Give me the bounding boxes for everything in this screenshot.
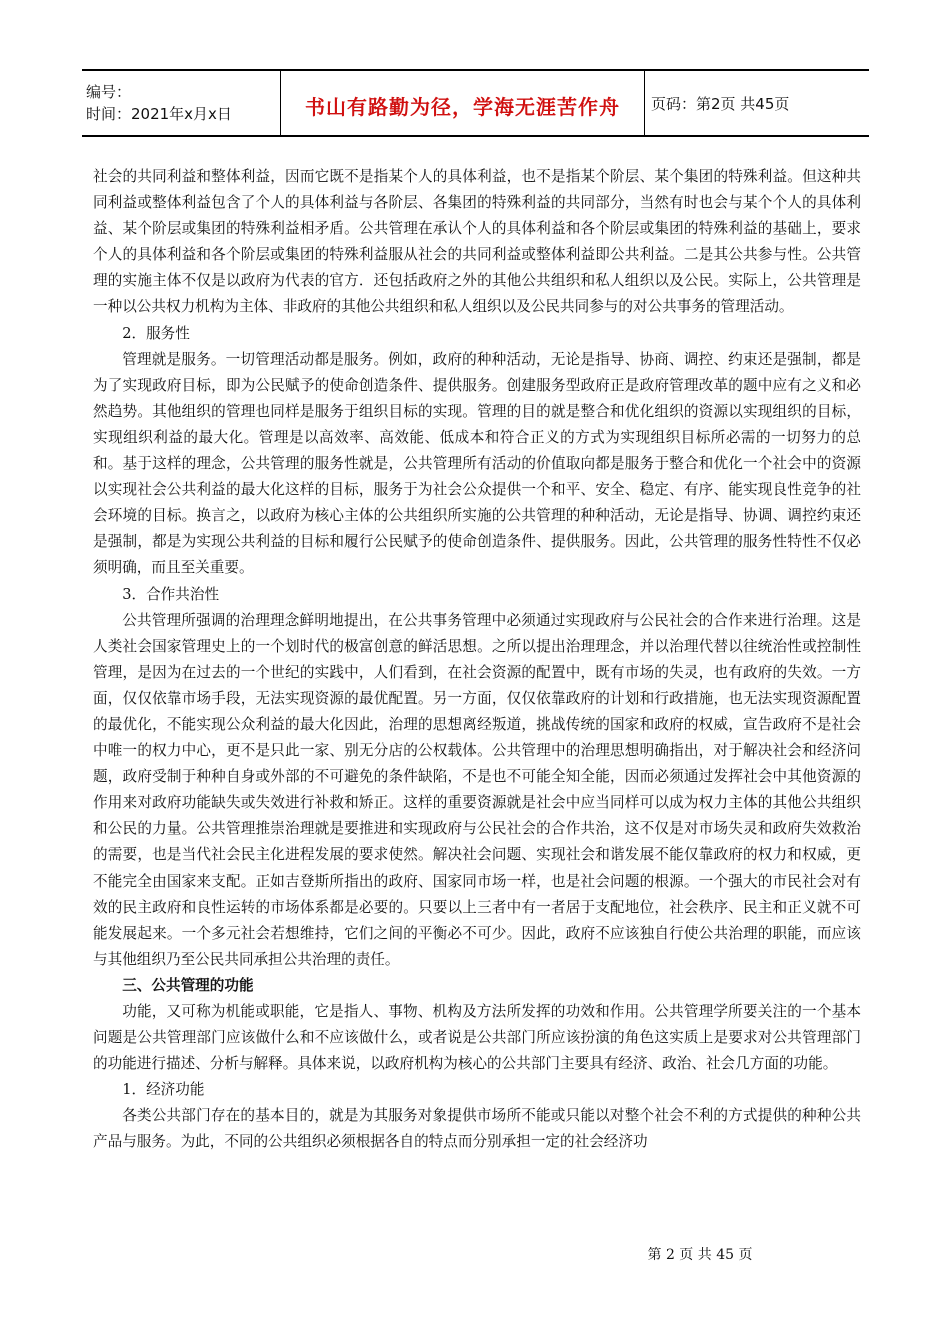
serial-label: 编号： — [86, 83, 132, 101]
header-motto: 书山有路勤为径，学海无涯苦作舟 — [305, 94, 620, 119]
paragraph: 公共管理所强调的治理理念鲜明地提出，在公共事务管理中必须通过实现政府与公民社会的合作来进行治理。这是人类社会国家管理史上的一个划时代的极富创意的鲜活思想。之所以提出治理理念，并以治理代替以往统治性或控制性管理，是因为在过去的一个世纪的实践中，人们看到，在社会资源的配置中，既有市场的失灵，也有政府的失效。一方面，仅仅依靠市场手段，无法实现资源的最优配置。另一方面，仅仅依靠政府的计划和行政措施，也无法实现资源配置的最优化，不能实现公众利益的最大化因此，治理的思想离经叛道，挑战传统的国家和政府的权威，宣告政府不是社会中唯一的权力中心，更不是只此一家、别无分店的公权载体。公共管理中的治理思想明确指出，对于解决社会和经济问题，政府受制于种种自身或外部的不可避免的条件缺陷，不是也不可能全知全能，因而必须通过发挥社会中其他资源的作用来对政府功能缺失或失效进行补救和矫正。这样的重要资源就是社会中应当同样可以成为权力主体的其他公共组织和公民的力量。公共管理推崇治理就是要推进和实现政府与公民社会的合作共治，这不仅是对市场失灵和政府失效救治的需要，也是当代社会民主化进程发展的要求使然。解决社会问题、实现社会和谐发展不能仅靠政府的权力和权威，更不能完全由国家来支配。正如吉登斯所指出的政府、国家同市场一样，也是社会问题的根源。一个强大的市民社会对有效的民主政府和良性运转的市场体系都是必要的。只要以上三者中有一者居于支配地位，社会秩序、民主和正义就不可能发展起来。一个多元社会若想维持，它们之间的平衡必不可少。因此，政府不应该独自行使公共治理的职能，而应该与其他组织乃至公民共同承担公共治理的责任。 — [93, 611, 861, 968]
page-footer: 第 2 页 共 45 页 — [647, 1247, 753, 1263]
date-label: 时间：2021年x月x日 — [86, 105, 232, 123]
paragraph: 管理就是服务。一切管理活动都是服务。例如，政府的种种活动，无论是指导、协商、调控、约束还是强制，都是为了实现政府目标，即为公民赋予的使命创造条件、提供服务。创建服务型政府正是政府管理改革的题中应有之义和必然趋势。其他组织的管理也同样是服务于组织目标的实现。管理的目的就是整合和优化组织的资源以实现组织的目标，实现组织利益的最大化。管理是以高效率、高效能、低成本和符合正义的方式为实现组织目标所必需的一切努力的总和。基于这样的理念，公共管理的服务性就是，公共管理所有活动的价值取向都是服务于整合和优化一个社会中的资源以实现社会公共利益的最大化这样的目标，服务于为社会公众提供一个和平、安全、稳定、有序、能实现良性竞争的社会环境的目标。换言之，以政府为核心主体的公共组织所实施的公共管理的种种活动，无论是指导、协调、调控约束还是强制，都是为实现公共利益的目标和履行公民赋予的使命创造条件、提供服务。因此，公共管理的服务性特性不仅必须明确，而且至关重要。 — [93, 350, 861, 577]
paragraph: 各类公共部门存在的基本目的，就是为其服务对象提供市场所不能或只能以对整个社会不利的方式提供的种种公共产品与服务。为此，不同的公共组织必须根据各自的特点而分别承担一定的社会经济功 — [93, 1107, 861, 1151]
section-heading-functions: 三、公共管理的功能 — [122, 976, 254, 994]
paragraph: 功能，又可称为机能或职能，它是指人、事物、机构及方法所发挥的功效和作用。公共管理学所要关注的一个基本问题是公共管理部门应该做什么和不应该做什么，或者说是公共部门所应该扮演的角色这实质上是要求对公共管理部门的功能进行描述、分析与解释。具体来说，以政府机构为核心的公共部门主要具有经济、政治、社会几方面的功能。 — [93, 1003, 861, 1073]
header-motto-cell — [280, 71, 645, 135]
page-header — [82, 69, 869, 137]
subheading-cooperation: 3．合作共治性 — [122, 585, 220, 603]
document-body — [93, 164, 861, 1156]
header-page-info: 页码：第2页 共45页 — [651, 94, 790, 113]
paragraph: 社会的共同利益和整体利益，因而它既不是指某个人的具体利益，也不是指某个阶层、某个集团的特殊利益。但这种共同利益或整体利益包含了个人的具体利益与各阶层、各集团的特殊利益的共同部分，当然有时也会与某个个人的具体利益、某个阶层或集团的特殊利益相矛盾。公共管理在承认个人的具体利益和各个阶层或集团的特殊利益的基础上，要求个人的具体利益和各个阶层或集团的特殊利益服从社会的共同利益或整体利益即公共利益。二是其公共参与性。公共管理的实施主体不仅是以政府为代表的官方．还包括政府之外的其他公共组织和私人组织以及公民。实际上，公共管理是一种以公共权力机构为主体、非政府的其他公共组织和私人组织以及公民共同参与的对公共事务的管理活动。 — [93, 168, 861, 316]
subheading-economic: 1．经济功能 — [122, 1081, 205, 1099]
subheading-service: 2．服务性 — [122, 324, 190, 342]
header-meta — [82, 71, 280, 135]
header-page-cell — [645, 71, 789, 135]
